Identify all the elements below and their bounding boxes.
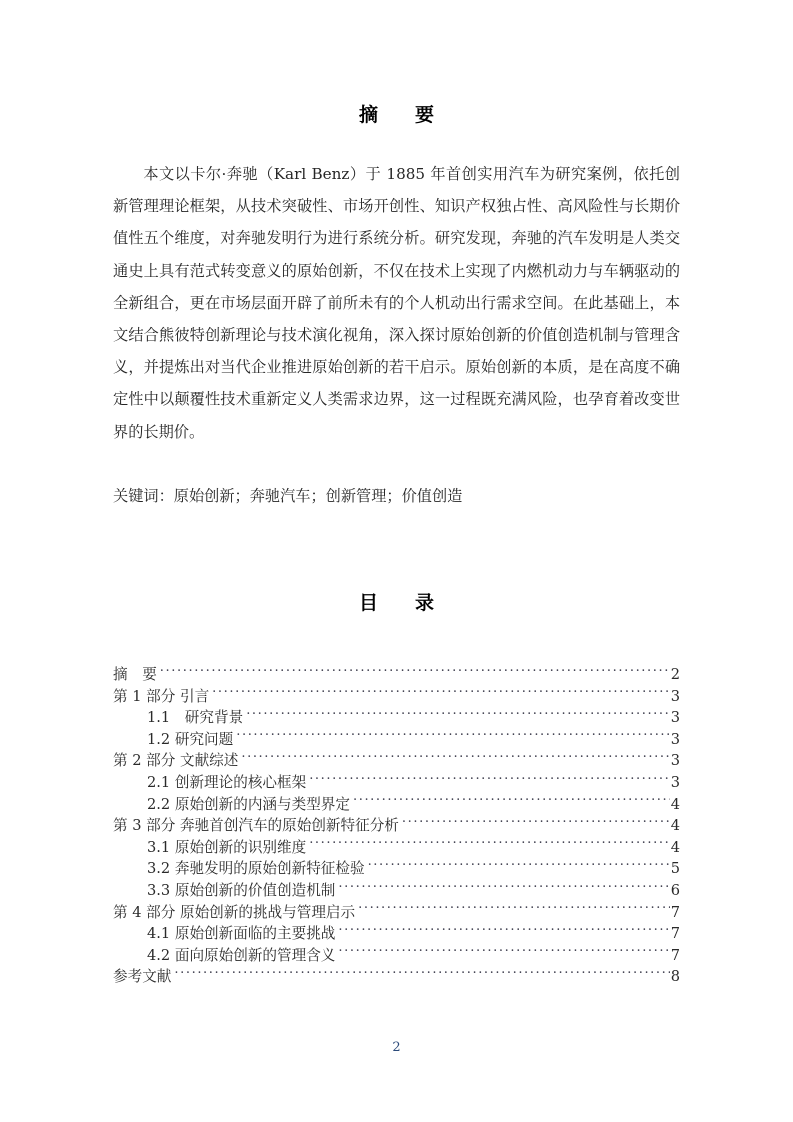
toc-entry-page-number: 6	[670, 881, 680, 899]
toc-entry-label: 1.2 研究问题	[147, 730, 234, 748]
toc-entry-page-number: 8	[670, 968, 680, 986]
toc-dot-leader	[241, 751, 669, 766]
toc-dot-leader	[358, 902, 670, 917]
table-of-contents	[113, 664, 680, 988]
toc-dot-leader	[236, 729, 669, 744]
toc-entry[interactable]	[113, 729, 680, 751]
toc-entry-label: 3.2 奔驰发明的原始创新特征检验	[147, 860, 365, 878]
toc-entry[interactable]	[113, 772, 680, 794]
toc-dot-leader	[309, 772, 670, 787]
toc-entry-label: 2.1 创新理论的核心框架	[147, 774, 307, 791]
toc-entry-label: 4.2 面向原始创新的管理含义	[147, 946, 336, 964]
toc-entry-label: 第 1 部分 引言	[113, 687, 210, 705]
toc-entry-page-number: 2	[670, 666, 680, 684]
toc-entry-label: 3.1 原始创新的识别维度	[147, 838, 307, 856]
abstract-heading: 摘 要	[358, 104, 443, 126]
toc-entry[interactable]	[113, 707, 680, 729]
toc-entry[interactable]	[113, 945, 680, 967]
toc-entry-page-number: 3	[670, 774, 680, 791]
toc-entry[interactable]	[113, 815, 680, 837]
toc-entry-label: 1.1 研究背景	[147, 709, 244, 727]
toc-entry[interactable]	[113, 794, 680, 816]
toc-entry[interactable]	[113, 750, 680, 772]
toc-entry-label: 4.1 原始创新面临的主要挑战	[147, 925, 336, 943]
toc-entry[interactable]	[113, 880, 680, 902]
toc-entry[interactable]	[113, 966, 680, 988]
toc-entry-label: 第 2 部分 文献综述	[113, 752, 239, 770]
toc-dot-leader	[160, 664, 670, 679]
page-content	[113, 0, 680, 988]
toc-entry[interactable]	[113, 923, 680, 945]
toc-entry-label: 参考文献	[113, 968, 172, 986]
toc-dot-leader	[338, 880, 669, 895]
toc-entry[interactable]	[113, 664, 680, 686]
abstract-body-text: 本文以卡尔·奔驰（Karl Benz）于 1885 年首创实用汽车为研究案例，依托创新管理理论框架，从技术突破性、市场开创性、知识产权独占性、高风险性与长期价值性五个维度，对奔驰发明行为进行系统分析。研究发现，奔驰的汽车发明是人类交通史上具有范式转变意义的原始创新，不仅在技术上实现了内燃机动力与车辆驱动的全新组合，更在市场层面开辟了前所未有的个人机动出行需求空间。在此基础上，本文结合熊彼特创新理论与技术演化视角，深入探讨原始创新的价值创造机制与管理含义，并提炼出对当代企业推进原始创新的若干启示。原始创新的本质，是在高度不确定性中以颠覆性技术重新定义人类需求边界，这一过程既充满风险，也孕育着改变世界的长期价。	[113, 165, 680, 441]
toc-entry-page-number: 7	[670, 925, 680, 943]
toc-dot-leader	[174, 967, 669, 982]
toc-entry-page-number: 7	[670, 903, 680, 921]
abstract-keywords: 关键词：原始创新；奔驰汽车；创新管理；价值创造	[113, 486, 463, 505]
toc-entry-page-number: 4	[670, 817, 680, 835]
toc-dot-leader	[402, 816, 670, 831]
toc-entry-label: 摘 要	[113, 666, 157, 684]
toc-entry-page-number: 4	[670, 838, 680, 856]
toc-entry-page-number: 3	[670, 730, 680, 748]
toc-entry-page-number: 7	[670, 946, 680, 964]
toc-dot-leader	[338, 924, 669, 939]
toc-entry-page-number: 3	[670, 709, 680, 727]
toc-entry-label: 2.2 原始创新的内涵与类型界定	[147, 795, 350, 813]
toc-dot-leader	[338, 945, 669, 960]
toc-entry-page-number: 5	[670, 860, 680, 878]
toc-entry[interactable]	[113, 858, 680, 880]
toc-dot-leader	[368, 859, 670, 874]
footer-page-number: 2	[392, 1040, 401, 1055]
toc-dot-leader	[246, 708, 670, 723]
toc-entry[interactable]	[113, 686, 680, 708]
toc-entry-page-number: 3	[670, 752, 680, 770]
toc-entry[interactable]	[113, 902, 680, 924]
toc-entry-label: 3.3 原始创新的价值创造机制	[147, 881, 336, 899]
toc-entry-label: 第 3 部分 奔驰首创汽车的原始创新特征分析	[113, 817, 399, 835]
toc-entry-page-number: 4	[670, 795, 680, 813]
toc-heading: 目 录	[358, 592, 443, 615]
toc-entry-label: 第 4 部分 原始创新的挑战与管理启示	[113, 903, 356, 921]
toc-dot-leader	[212, 686, 670, 701]
toc-entry-page-number: 3	[670, 687, 680, 705]
toc-dot-leader	[353, 794, 670, 809]
toc-entry[interactable]	[113, 837, 680, 859]
toc-dot-leader	[309, 837, 670, 852]
